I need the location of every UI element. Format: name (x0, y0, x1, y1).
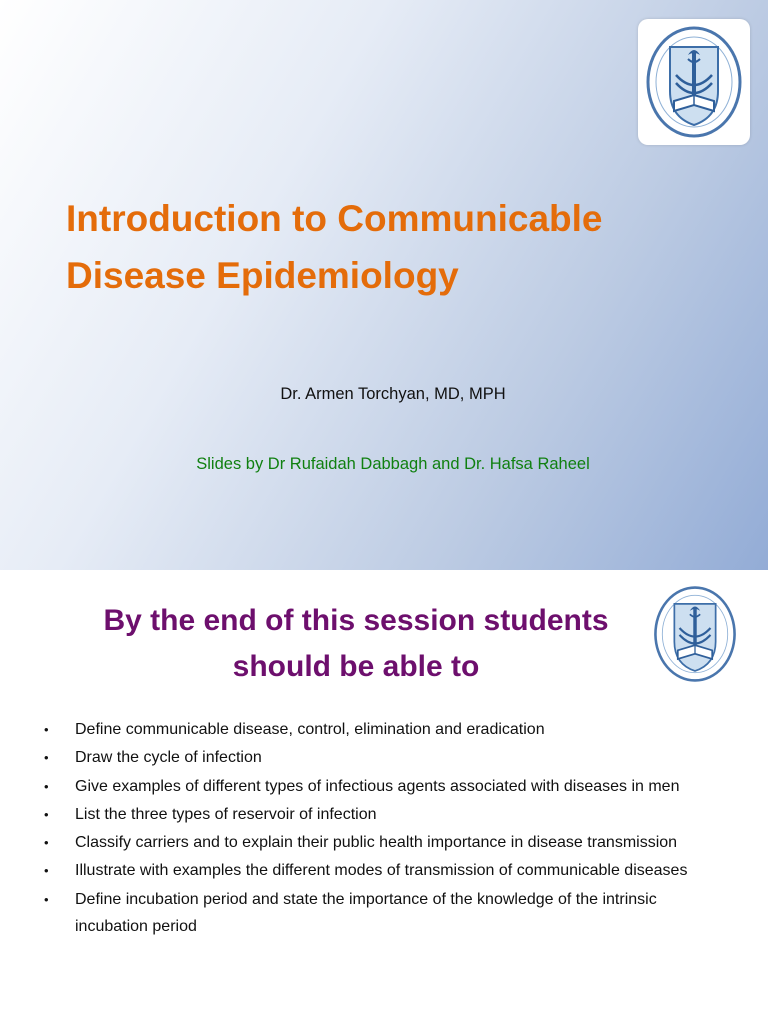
list-item (40, 886, 730, 941)
bullet-icon: • (44, 778, 49, 794)
bullet-icon: • (44, 835, 49, 851)
bullet-icon: • (44, 806, 49, 822)
heading-line-2: should be able to (232, 650, 480, 683)
objective-text: List the three types of reservoir of infection (75, 805, 377, 823)
objective-text: Define incubation period and state the importance of the knowledge of the intrinsic incubation period (75, 890, 657, 936)
author-name: Dr. Armen Torchyan, MD, MPH (280, 385, 506, 403)
list-item (40, 744, 730, 771)
slides-credit: Slides by Dr Rufaidah Dabbagh and Dr. Hafsa Raheel (196, 455, 590, 473)
title-line-1: Introduction to Communicable (66, 198, 603, 239)
list-item (40, 801, 730, 828)
objective-text: Illustrate with examples the different modes of transmission of communicable diseases (75, 862, 688, 880)
objective-text: Give examples of different types of infectious agents associated with diseases in men (75, 777, 680, 795)
bullet-icon: • (44, 863, 49, 879)
objectives-list (40, 716, 730, 941)
objective-text: Define communicable disease, control, elimination and eradication (75, 721, 545, 738)
list-item (40, 716, 730, 743)
heading-line-1: By the end of this session students (103, 604, 609, 637)
presentation-title (66, 190, 686, 304)
title-line-2: Disease Epidemiology (66, 255, 459, 296)
list-item (40, 857, 730, 884)
session-objectives-heading (60, 598, 652, 690)
university-logo (638, 19, 750, 145)
list-item (40, 773, 730, 800)
bullet-icon: • (44, 722, 49, 737)
university-seal-icon (644, 25, 744, 139)
objective-text: Classify carriers and to explain their public health importance in disease transmission (75, 834, 678, 852)
objective-text: Draw the cycle of infection (75, 749, 262, 767)
objectives-slide (0, 570, 768, 1024)
university-seal-icon (652, 572, 738, 696)
bullet-icon: • (44, 891, 49, 907)
bullet-icon: • (44, 750, 49, 766)
list-item (40, 829, 730, 856)
